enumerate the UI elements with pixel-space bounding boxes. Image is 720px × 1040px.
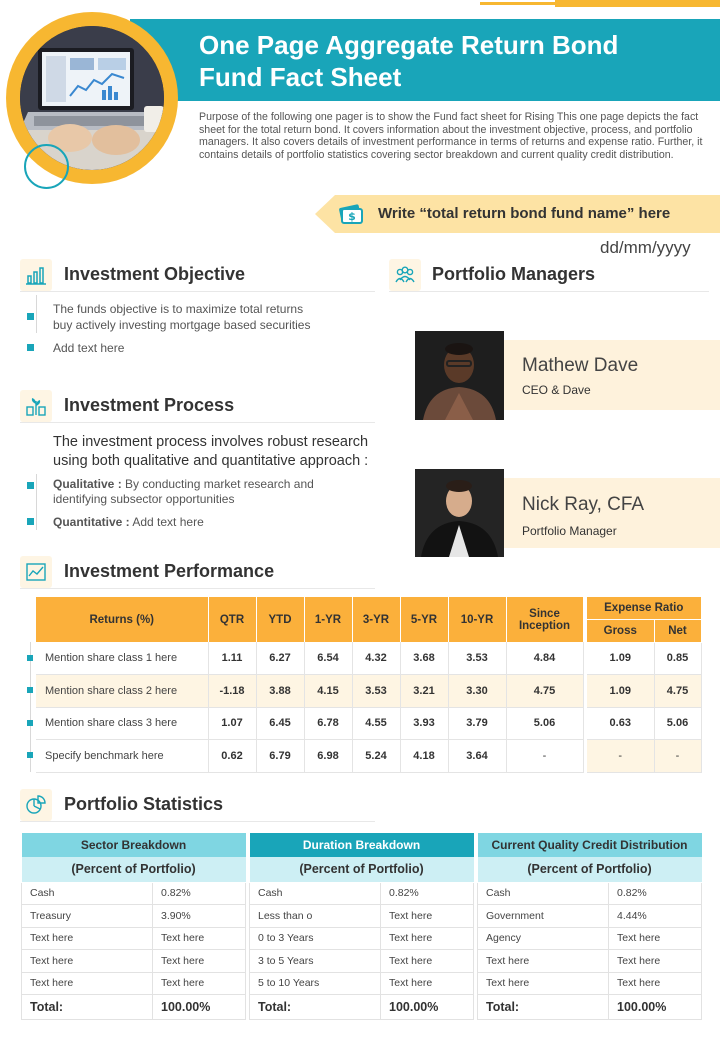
row-value: Text here xyxy=(153,927,246,950)
statistics-divider xyxy=(20,821,375,822)
managers-people-icon xyxy=(389,259,421,291)
objective-rule xyxy=(36,295,37,333)
objective-title: Investment Objective xyxy=(64,264,246,284)
table-row xyxy=(36,740,583,773)
total-row xyxy=(478,995,702,1020)
process-intro-line2: using both qualitative and quantitative approach : xyxy=(53,453,369,469)
manager-photo-2 xyxy=(415,469,504,557)
row-value: Text here xyxy=(609,950,702,973)
performance-table xyxy=(36,597,583,773)
managers-title: Portfolio Managers xyxy=(432,264,596,284)
table-row xyxy=(250,882,474,905)
performance-header-row xyxy=(36,597,583,642)
table-row xyxy=(250,905,474,928)
table-row xyxy=(250,927,474,950)
cell-value: 6.79 xyxy=(256,740,304,773)
cell-value: 6.54 xyxy=(304,642,352,675)
objective-text xyxy=(53,302,310,333)
qualitative-text-line2: identifying subsector opportunities xyxy=(53,492,235,506)
duration-subtitle: (Percent of Portfolio) xyxy=(250,857,474,882)
process-divider xyxy=(20,422,375,423)
header-gross: Gross xyxy=(587,620,654,643)
cell-net: - xyxy=(654,740,701,773)
performance-title: Investment Performance xyxy=(64,561,275,581)
bullet-marker xyxy=(27,518,34,525)
manager-role-2: Portfolio Manager xyxy=(522,524,617,538)
row-label: Cash xyxy=(478,882,609,905)
bullet-marker xyxy=(27,313,34,320)
total-label: Total: xyxy=(478,995,609,1020)
decorative-ring xyxy=(24,144,69,189)
quantitative-label: Quantitative : xyxy=(53,515,130,529)
bullet-marker xyxy=(27,482,34,489)
expense-header-row xyxy=(587,597,701,620)
table-row xyxy=(478,950,702,973)
table-row xyxy=(587,642,701,675)
row-label: Less than o xyxy=(250,905,381,928)
cell-gross: - xyxy=(587,740,654,773)
statistics-title: Portfolio Statistics xyxy=(64,794,224,814)
svg-text:$: $ xyxy=(348,210,356,223)
bullet-marker xyxy=(27,344,34,351)
cell-value: 4.18 xyxy=(400,740,448,773)
row-label: Cash xyxy=(22,882,153,905)
page-title xyxy=(199,29,699,93)
cell-value: 6.98 xyxy=(304,740,352,773)
table-row xyxy=(22,905,246,928)
credit-title: Current Quality Credit Distribution xyxy=(478,833,702,857)
table-row xyxy=(587,740,701,773)
top-accent-stripe xyxy=(480,2,555,5)
table-row xyxy=(22,972,246,995)
process-qualitative xyxy=(53,477,314,507)
row-value: Text here xyxy=(609,972,702,995)
manager-role-1: CEO & Dave xyxy=(522,383,591,397)
bullet-marker xyxy=(27,720,33,726)
cell-net: 4.75 xyxy=(654,675,701,708)
row-label: Text here xyxy=(478,950,609,973)
row-value: 3.90% xyxy=(153,905,246,928)
cell-net: 0.85 xyxy=(654,642,701,675)
fund-name-placeholder: Write “total return bond fund name” here xyxy=(378,205,671,222)
top-accent-bar xyxy=(555,0,720,7)
row-label: Mention share class 1 here xyxy=(36,642,208,675)
row-value: 0.82% xyxy=(153,882,246,905)
cell-value: 3.53 xyxy=(352,675,400,708)
page-title-line2: Fund Fact Sheet xyxy=(199,62,402,92)
row-value: Text here xyxy=(381,905,474,928)
table-row xyxy=(478,882,702,905)
header-expense-ratio: Expense Ratio xyxy=(587,597,701,620)
table-row xyxy=(36,675,583,708)
objective-line1: The funds objective is to maximize total returns xyxy=(53,302,304,316)
total-value: 100.00% xyxy=(153,995,246,1020)
cell-value: 3.64 xyxy=(448,740,506,773)
table-subtitle-row xyxy=(22,857,246,882)
cell-value: 4.55 xyxy=(352,707,400,740)
credit-distribution-table xyxy=(477,833,702,1020)
table-subtitle-row xyxy=(478,857,702,882)
bullet-marker xyxy=(27,752,33,758)
credit-subtitle: (Percent of Portfolio) xyxy=(478,857,702,882)
cell-value: 5.06 xyxy=(506,707,583,740)
process-growth-icon xyxy=(20,390,52,422)
sector-subtitle: (Percent of Portfolio) xyxy=(22,857,246,882)
page-title-line1: One Page Aggregate Return Bond xyxy=(199,30,619,60)
header-1yr: 1-YR xyxy=(304,597,352,642)
cell-value: 0.62 xyxy=(208,740,256,773)
total-row xyxy=(22,995,246,1020)
manager-photo-1 xyxy=(415,331,504,420)
table-row xyxy=(478,972,702,995)
row-label: 5 to 10 Years xyxy=(250,972,381,995)
cell-value: 3.93 xyxy=(400,707,448,740)
table-row xyxy=(22,882,246,905)
process-rule xyxy=(36,474,37,530)
row-value: 0.82% xyxy=(381,882,474,905)
bullet-marker xyxy=(27,687,33,693)
table-row xyxy=(22,927,246,950)
header-ytd: YTD xyxy=(256,597,304,642)
process-intro xyxy=(53,433,368,471)
duration-breakdown-table xyxy=(249,833,474,1020)
table-title-row xyxy=(22,833,246,857)
header-qtr: QTR xyxy=(208,597,256,642)
sector-breakdown-table xyxy=(21,833,246,1020)
row-value: Text here xyxy=(153,950,246,973)
table-row xyxy=(478,927,702,950)
duration-title: Duration Breakdown xyxy=(250,833,474,857)
money-icon xyxy=(336,200,364,228)
table-row xyxy=(36,642,583,675)
table-row xyxy=(22,950,246,973)
table-row xyxy=(250,972,474,995)
row-label: Specify benchmark here xyxy=(36,740,208,773)
row-label: Text here xyxy=(22,927,153,950)
qualitative-text: By conducting market research and xyxy=(121,477,314,491)
performance-divider xyxy=(20,588,375,589)
quantitative-text: Add text here xyxy=(129,515,204,529)
cell-value: 3.30 xyxy=(448,675,506,708)
cell-value: 6.45 xyxy=(256,707,304,740)
cell-value: 3.53 xyxy=(448,642,506,675)
row-label: Text here xyxy=(22,972,153,995)
row-label: Cash xyxy=(250,882,381,905)
process-title: Investment Process xyxy=(64,395,235,415)
header-3yr: 3-YR xyxy=(352,597,400,642)
managers-divider xyxy=(389,291,709,292)
cell-value: 4.32 xyxy=(352,642,400,675)
process-quantitative xyxy=(53,515,204,530)
cell-value: 3.88 xyxy=(256,675,304,708)
table-row xyxy=(587,707,701,740)
table-title-row xyxy=(250,833,474,857)
bullet-marker xyxy=(27,655,33,661)
cell-net: 5.06 xyxy=(654,707,701,740)
cell-gross: 0.63 xyxy=(587,707,654,740)
row-label: Text here xyxy=(478,972,609,995)
row-label: Treasury xyxy=(22,905,153,928)
table-subtitle-row xyxy=(250,857,474,882)
manager-name-2: Nick Ray, CFA xyxy=(522,494,645,515)
date-placeholder: dd/mm/yyyy xyxy=(600,238,691,257)
row-label: Mention share class 2 here xyxy=(36,675,208,708)
total-value: 100.00% xyxy=(609,995,702,1020)
row-value: Text here xyxy=(153,972,246,995)
row-value: Text here xyxy=(609,927,702,950)
total-row xyxy=(250,995,474,1020)
qualitative-label: Qualitative : xyxy=(53,477,122,491)
row-label: 3 to 5 Years xyxy=(250,950,381,973)
table-row xyxy=(587,675,701,708)
table-row xyxy=(478,905,702,928)
cell-value: 1.07 xyxy=(208,707,256,740)
cell-value: 6.78 xyxy=(304,707,352,740)
cell-value: -1.18 xyxy=(208,675,256,708)
row-label: Mention share class 3 here xyxy=(36,707,208,740)
header-10yr: 10-YR xyxy=(448,597,506,642)
cell-value: 4.75 xyxy=(506,675,583,708)
row-value: 4.44% xyxy=(609,905,702,928)
table-title-row xyxy=(478,833,702,857)
row-label: 0 to 3 Years xyxy=(250,927,381,950)
total-label: Total: xyxy=(22,995,153,1020)
objective-add-text: Add text here xyxy=(53,341,125,355)
total-value: 100.00% xyxy=(381,995,474,1020)
cell-value: - xyxy=(506,740,583,773)
objective-line2: buy actively investing mortgage based securities xyxy=(53,318,311,332)
table-row xyxy=(36,707,583,740)
header-net: Net xyxy=(654,620,701,643)
manager-name-1: Mathew Dave xyxy=(522,355,639,376)
process-intro-line1: The investment process involves robust research xyxy=(53,434,369,450)
cell-value: 3.21 xyxy=(400,675,448,708)
expense-subheader-row xyxy=(587,620,701,643)
cell-value: 4.15 xyxy=(304,675,352,708)
table-row xyxy=(250,950,474,973)
total-label: Total: xyxy=(250,995,381,1020)
row-label: Text here xyxy=(22,950,153,973)
cell-gross: 1.09 xyxy=(587,642,654,675)
row-value: Text here xyxy=(381,950,474,973)
cell-value: 4.84 xyxy=(506,642,583,675)
objective-chart-icon xyxy=(20,259,52,291)
sector-title: Sector Breakdown xyxy=(22,833,246,857)
cell-value: 5.24 xyxy=(352,740,400,773)
row-value: 0.82% xyxy=(609,882,702,905)
cell-value: 1.11 xyxy=(208,642,256,675)
row-label: Government xyxy=(478,905,609,928)
cell-value: 3.79 xyxy=(448,707,506,740)
expense-ratio-table xyxy=(587,597,701,773)
row-value: Text here xyxy=(381,927,474,950)
header-since-inception: Since Inception xyxy=(506,597,583,642)
header-returns: Returns (%) xyxy=(36,597,208,642)
header-5yr: 5-YR xyxy=(400,597,448,642)
statistics-pie-icon xyxy=(20,789,52,821)
row-label: Agency xyxy=(478,927,609,950)
cell-value: 3.68 xyxy=(400,642,448,675)
objective-divider xyxy=(20,291,375,292)
row-value: Text here xyxy=(381,972,474,995)
cell-value: 6.27 xyxy=(256,642,304,675)
cell-gross: 1.09 xyxy=(587,675,654,708)
performance-chart-icon xyxy=(20,556,52,588)
intro-paragraph: Purpose of the following one pager is to show the Fund fact sheet for Rising This one page depicts the fact sheet for the total return bond. It covers information about the investment objective, process, and portfolio managers. It also covers details of investment performance in terms of returns and expense ratio. Further, it contains details of portfolio statistics covering sector breakdown and current quality credit distribution. xyxy=(199,111,703,162)
